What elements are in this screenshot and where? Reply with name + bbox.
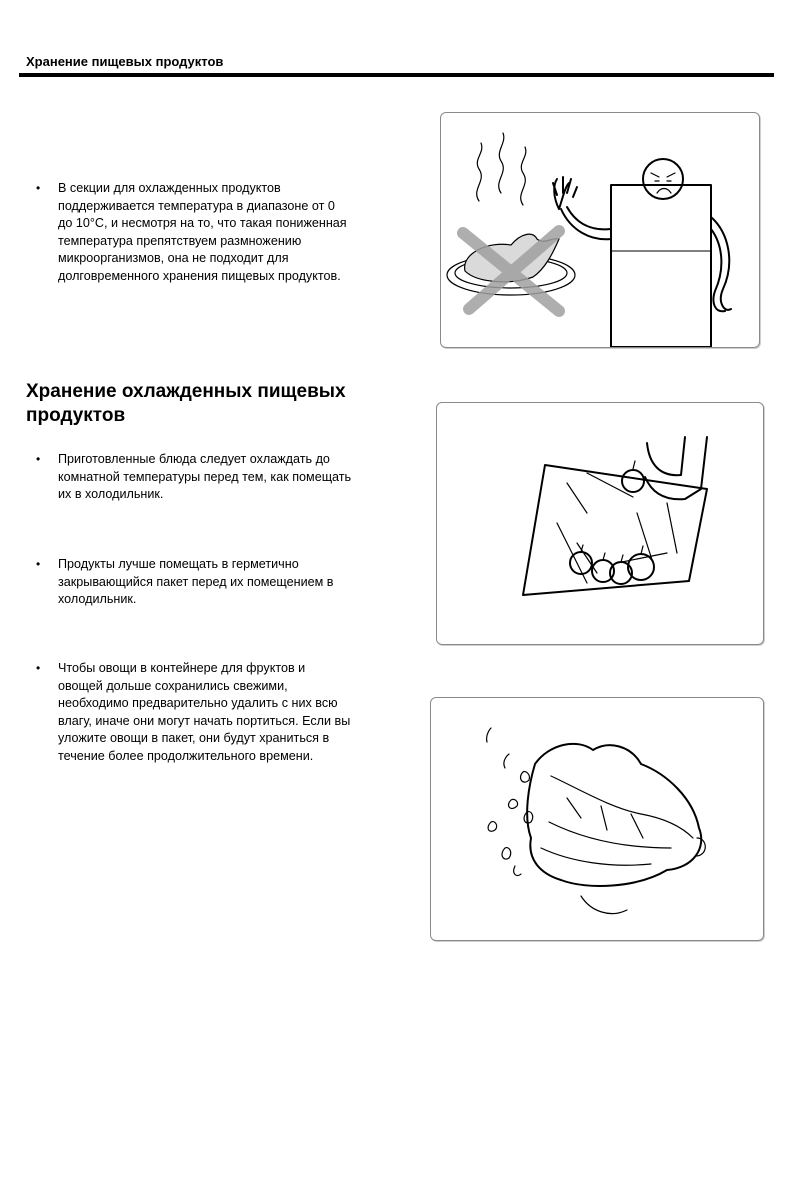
refrigerator-icon	[611, 185, 711, 347]
illustration-bag-with-apples	[436, 402, 764, 645]
water-drop-icon	[488, 822, 497, 832]
bullet-cool-food-text: Приготовленные блюда следует охлаждать до комнатной температуры перед тем, как помещать их в холодильник.	[58, 452, 352, 501]
bullet-marker: •	[36, 557, 41, 571]
raised-hand-icon	[553, 177, 577, 209]
illustration-hot-food-refrigerator	[440, 112, 760, 348]
plastic-bag-icon	[523, 465, 707, 595]
illustration-lettuce-water-drops	[430, 697, 764, 941]
bullet-vegetables-text: Чтобы овощи в контейнере для фруктов и овощей дольше сохранились свежими, необходимо предварительно удалить с них всю влагу, иначе они могут начать портиться. Если вы уложите овощи в пакет, они будут храниться в течение более продолжительного времени.	[58, 661, 351, 763]
bullet-marker: •	[36, 181, 41, 195]
water-drop-icon	[502, 848, 511, 859]
bullet-intro	[36, 180, 347, 285]
bullet-sealed-bag	[36, 556, 334, 609]
bullet-intro-text: В секции для охлажденных продуктов поддерживается температура в диапазоне от 0 до 10°C, и несмотря на то, что такая пониженная температура препятствуем размножению микроорганизмов, она не подходит для долговременного хранения пищевых продуктов.	[58, 181, 347, 283]
angry-face-icon	[643, 159, 683, 199]
bullet-marker: •	[36, 452, 41, 466]
apple-icon	[622, 470, 644, 492]
bullet-marker: •	[36, 661, 41, 675]
water-drop-icon	[487, 728, 509, 768]
water-drop-icon	[509, 799, 518, 808]
bullet-sealed-bag-text: Продукты лучше помещать в герметично закрывающийся пакет перед их помещением в холодильник.	[58, 557, 334, 606]
header-divider	[19, 73, 774, 77]
water-drop-icon	[521, 771, 530, 782]
bullet-cool-food	[36, 451, 351, 504]
section-title-chilled-storage: Хранение охлажденных пищевых продуктов	[26, 381, 346, 426]
hand-icon	[645, 437, 707, 499]
bullet-vegetables	[36, 660, 350, 765]
steam-icon	[477, 143, 482, 201]
page-header-title: Хранение пищевых продуктов	[26, 54, 224, 69]
